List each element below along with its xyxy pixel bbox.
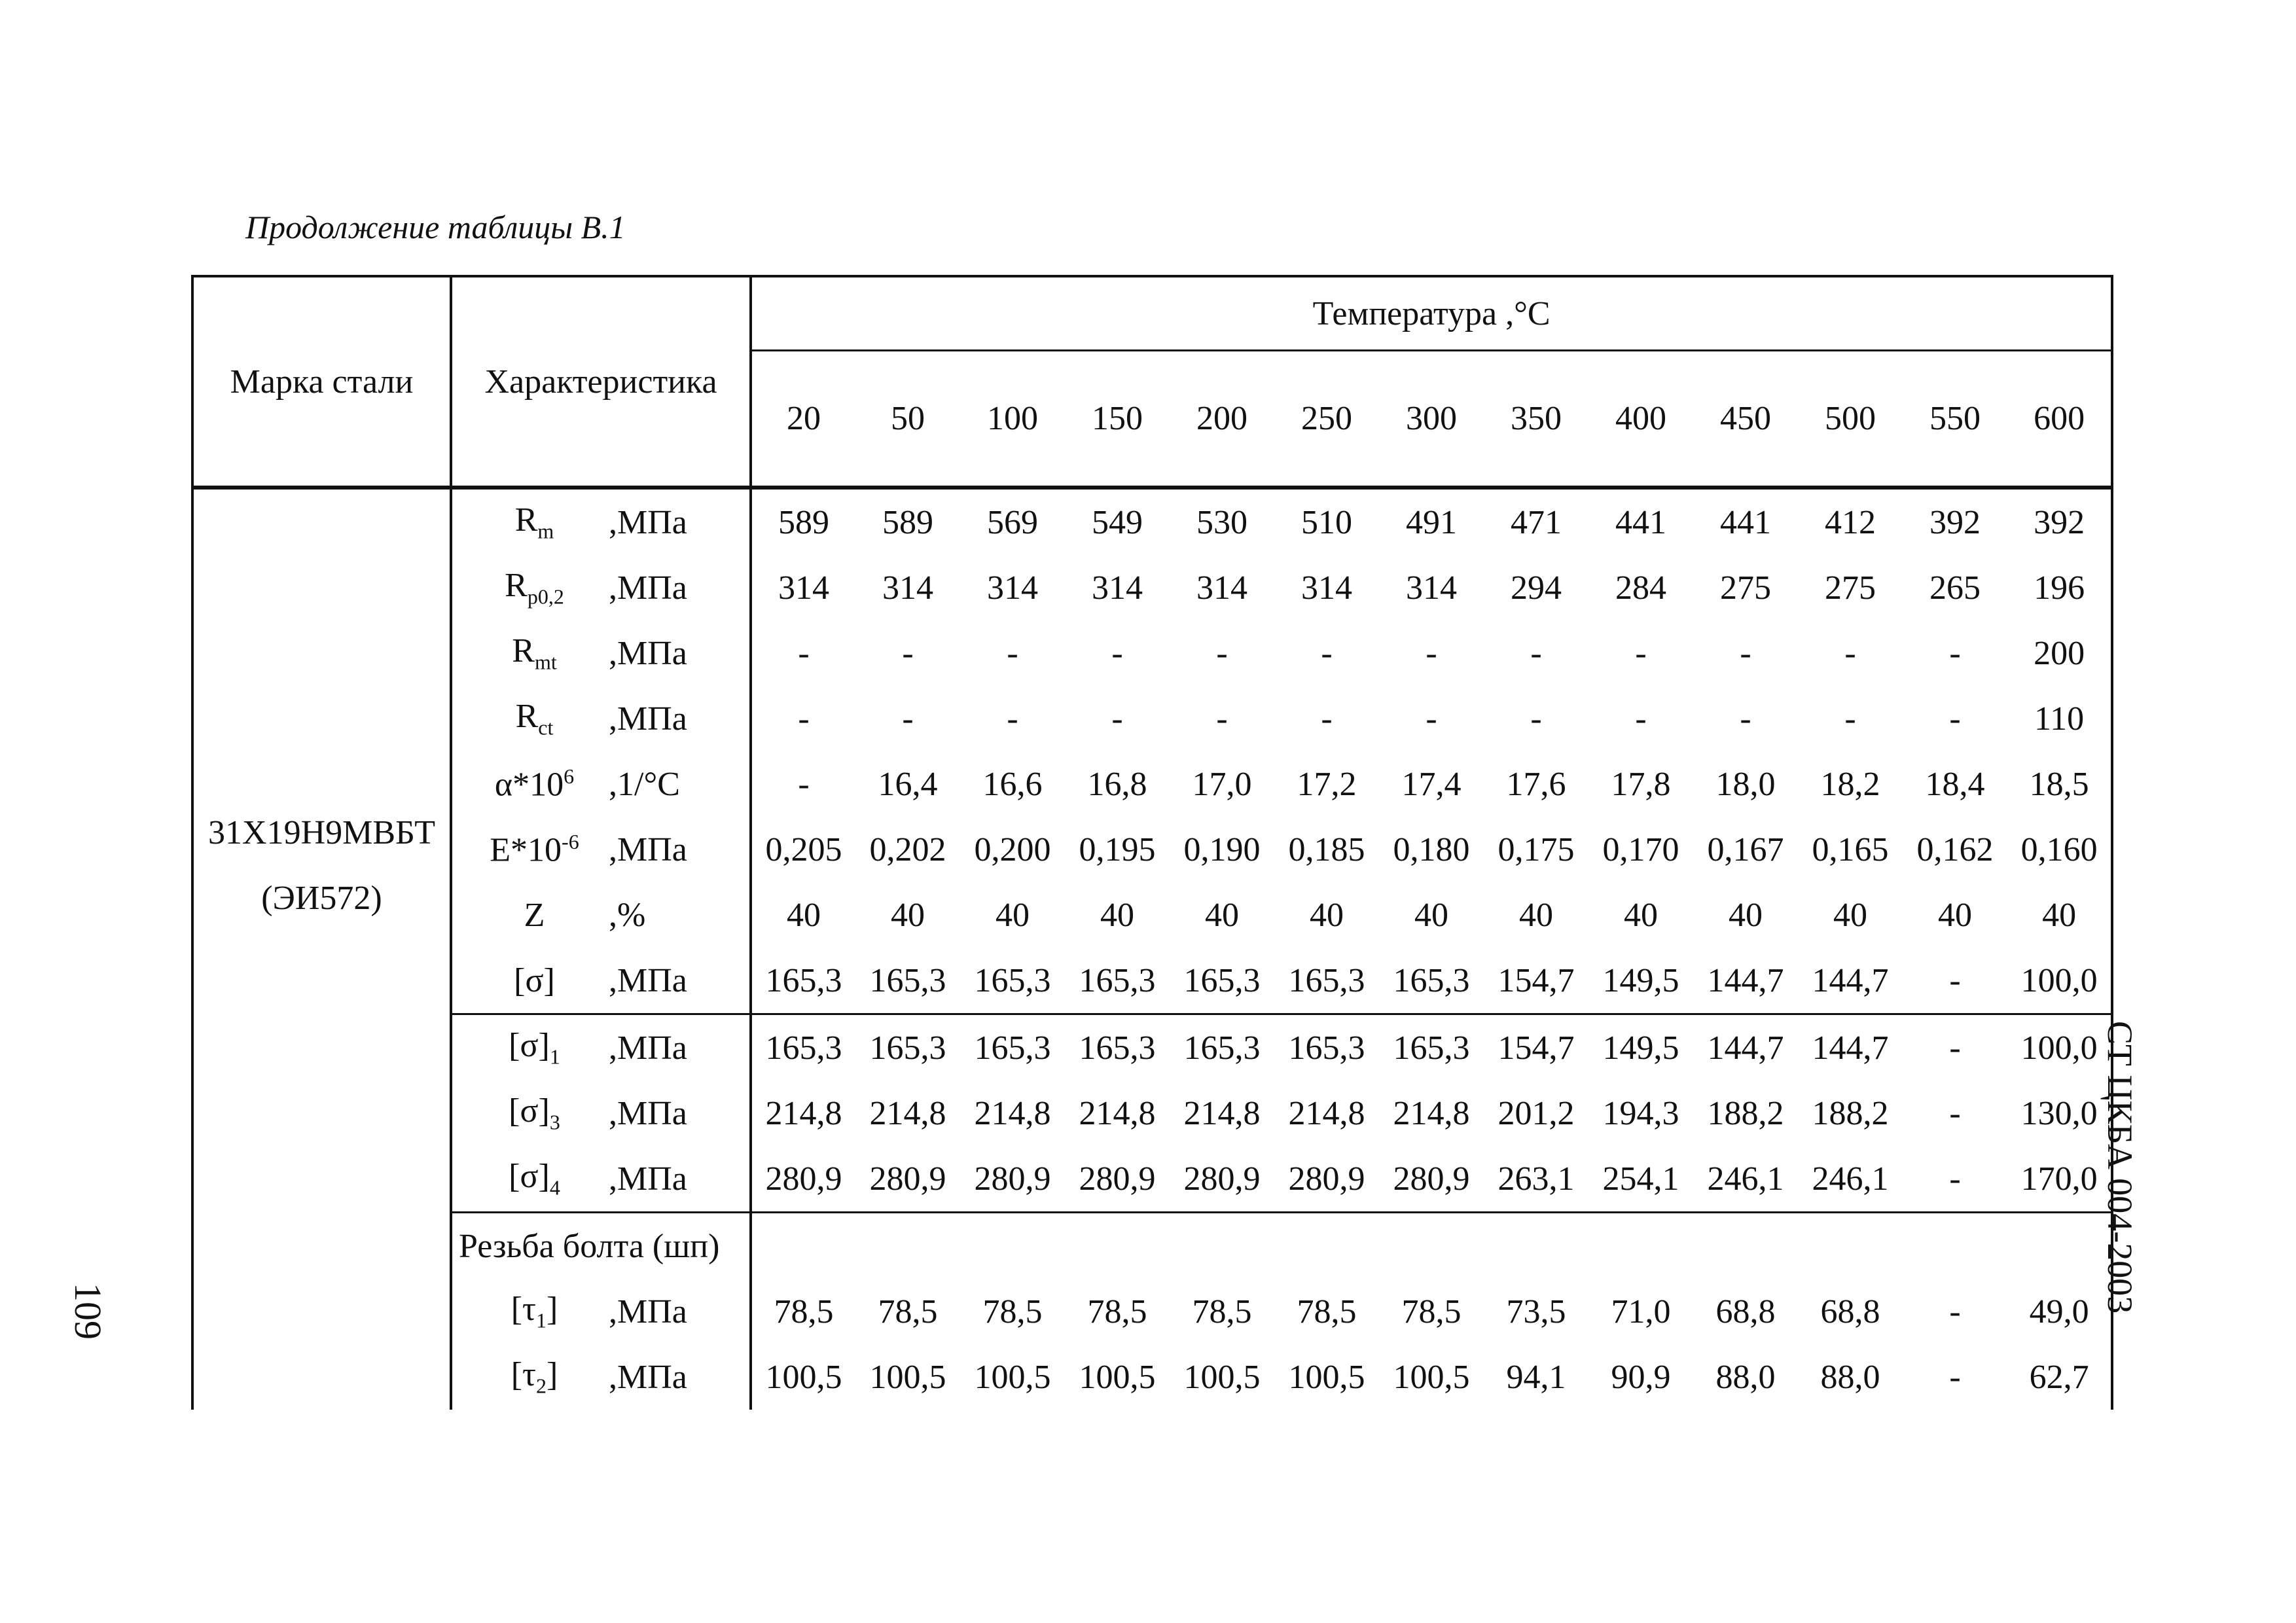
empty-cell — [751, 1213, 855, 1279]
table-row — [192, 1279, 2112, 1344]
value-cell: 280,9 — [855, 1146, 960, 1213]
value-cell: 0,195 — [1079, 830, 1156, 868]
temperature-header-cell: 200 — [1170, 351, 1274, 488]
value-cell: 40 — [891, 896, 925, 934]
value-cell: 49,0 — [2007, 1279, 2112, 1344]
symbol-base: E*10 — [490, 831, 562, 869]
value-cell: 78,5 — [1192, 1293, 1252, 1330]
characteristic-symbol — [451, 1146, 603, 1213]
characteristic-symbol — [451, 1279, 603, 1344]
characteristic-symbol — [451, 948, 603, 1014]
thread-label-row — [192, 1213, 2112, 1279]
value-cell: 165,3 — [1288, 1029, 1365, 1067]
characteristic-unit: ,МПа — [603, 1146, 751, 1213]
temperature-header-cell: 450 — [1693, 351, 1798, 488]
header-characteristic: Характеристика — [451, 276, 751, 488]
value-cell: 18,2 — [1820, 765, 1880, 803]
value-cell: 165,3 — [855, 948, 960, 1014]
characteristic-symbol — [451, 555, 603, 620]
value-cell: 18,4 — [1925, 765, 1985, 803]
characteristic-unit: ,МПа — [603, 488, 751, 555]
table-row — [192, 1014, 2112, 1081]
value-cell: 194,3 — [1602, 1094, 1679, 1132]
value-cell: 16,4 — [878, 765, 938, 803]
characteristic-unit: ,% — [603, 882, 751, 948]
value-cell: 40 — [2007, 882, 2112, 948]
value-cell: - — [1007, 634, 1018, 672]
symbol-base: R — [515, 698, 539, 736]
value-cell: - — [1740, 634, 1751, 672]
characteristic-unit: ,МПа — [603, 948, 751, 1014]
value-cell: 40 — [1100, 896, 1134, 934]
value-cell: 40 — [1310, 896, 1344, 934]
value-cell: 589 — [778, 503, 829, 541]
steel-grade-alt: (ЭИ572) — [261, 880, 382, 917]
value-cell: 569 — [987, 503, 1038, 541]
value-cell: 0,170 — [1602, 830, 1679, 868]
value-cell: 68,8 — [1820, 1293, 1880, 1330]
value-cell: 201,2 — [1498, 1094, 1575, 1132]
value-cell: 100,5 — [869, 1358, 946, 1396]
value-cell: - — [1903, 1146, 2007, 1213]
symbol-superscript: 6 — [564, 764, 575, 788]
table-row — [192, 1080, 2112, 1146]
value-cell: 589 — [882, 503, 933, 541]
value-cell: 130,0 — [2007, 1080, 2112, 1146]
value-cell: - — [902, 634, 914, 672]
characteristic-unit: ,1/°С — [603, 751, 751, 817]
value-cell: 40 — [996, 896, 1030, 934]
table-row — [192, 1146, 2112, 1213]
table-row — [192, 1344, 2112, 1410]
value-cell: 165,3 — [765, 1029, 842, 1067]
characteristic-symbol — [451, 488, 603, 555]
table-row — [192, 817, 2112, 882]
value-cell: 78,5 — [1087, 1293, 1147, 1330]
value-cell: 0,167 — [1707, 830, 1784, 868]
value-cell: - — [1949, 1094, 1961, 1132]
value-cell: 0,200 — [974, 830, 1051, 868]
value-cell: 0,205 — [765, 830, 842, 868]
value-cell: 16,8 — [1087, 765, 1147, 803]
value-cell: 0,190 — [1183, 830, 1261, 868]
value-cell: - — [798, 765, 810, 803]
symbol-base: [σ] — [509, 1158, 550, 1196]
value-cell: 90,9 — [1611, 1358, 1671, 1396]
value-cell: 314 — [1301, 569, 1352, 607]
value-cell: 100,5 — [1183, 1358, 1261, 1396]
value-cell: 549 — [1092, 503, 1143, 541]
symbol-subscript: p0,2 — [527, 584, 564, 609]
value-cell: - — [1426, 700, 1437, 738]
symbol-base: [σ] — [514, 961, 555, 999]
value-cell: - — [1321, 634, 1333, 672]
value-cell: 144,7 — [1693, 948, 1798, 1014]
value-cell: 314 — [882, 569, 933, 607]
value-cell: 40 — [1833, 896, 1867, 934]
value-cell: - — [1111, 700, 1123, 738]
value-cell: 214,8 — [974, 1094, 1051, 1132]
table-row — [192, 620, 2112, 686]
value-cell: 17,2 — [1297, 765, 1357, 803]
temperature-header-cell: 20 — [751, 351, 855, 488]
value-cell: 78,5 — [878, 1293, 938, 1330]
value-cell: 78,5 — [1401, 1293, 1462, 1330]
value-cell: 16,6 — [982, 765, 1043, 803]
properties-table — [191, 275, 2113, 1410]
value-cell: 0,165 — [1812, 830, 1889, 868]
value-cell: 17,4 — [1401, 765, 1462, 803]
value-cell: - — [1949, 1029, 1961, 1067]
symbol-subscript: 3 — [549, 1110, 560, 1134]
symbol-base: Z — [524, 896, 545, 934]
characteristic-unit: ,МПа — [603, 620, 751, 686]
symbol-subscript: 4 — [549, 1175, 560, 1200]
value-cell: 40 — [1938, 896, 1972, 934]
value-cell: 196 — [2007, 555, 2112, 620]
value-cell: 214,8 — [1393, 1094, 1470, 1132]
symbol-base: R — [505, 567, 528, 605]
value-cell: 0,180 — [1393, 830, 1470, 868]
characteristic-unit: ,МПа — [603, 817, 751, 882]
value-cell: - — [1216, 634, 1228, 672]
value-cell: 100,0 — [2007, 948, 2112, 1014]
value-cell: 0,162 — [1916, 830, 1994, 868]
characteristic-symbol — [451, 882, 603, 948]
value-cell: 246,1 — [1693, 1146, 1798, 1213]
table-body — [192, 488, 2112, 1410]
value-cell: 275 — [1720, 569, 1771, 607]
value-cell: - — [1949, 700, 1961, 738]
value-cell: 188,2 — [1812, 1094, 1889, 1132]
value-cell: 40 — [1624, 896, 1658, 934]
value-cell: 94,1 — [1506, 1358, 1566, 1396]
value-cell: 40 — [787, 896, 821, 934]
empty-cell — [960, 1213, 1065, 1279]
temperature-header-cell: 500 — [1798, 351, 1903, 488]
symbol-base: R — [512, 632, 535, 670]
characteristic-symbol — [451, 817, 603, 882]
value-cell: 280,9 — [751, 1146, 855, 1213]
value-cell: - — [798, 700, 810, 738]
value-cell: - — [798, 634, 810, 672]
value-cell: 100,5 — [1288, 1358, 1365, 1396]
value-cell: - — [1635, 700, 1647, 738]
empty-cell — [855, 1213, 960, 1279]
temperature-header-cell: 350 — [1484, 351, 1588, 488]
symbol-close-bracket: ] — [546, 1356, 558, 1394]
characteristic-unit: ,МПа — [603, 686, 751, 751]
value-cell: - — [1844, 634, 1856, 672]
thread-label: Резьба болта (шп) — [451, 1213, 751, 1279]
temperature-header-cell: 600 — [2007, 351, 2112, 488]
value-cell: 530 — [1196, 503, 1247, 541]
value-cell: 100,0 — [2007, 1014, 2112, 1081]
value-cell: - — [1740, 700, 1751, 738]
value-cell: 280,9 — [1274, 1146, 1379, 1213]
value-cell: 144,7 — [1812, 1029, 1889, 1067]
value-cell: 0,160 — [2007, 817, 2112, 882]
value-cell: 200 — [2007, 620, 2112, 686]
empty-cell — [1379, 1213, 1484, 1279]
value-cell: - — [1321, 700, 1333, 738]
value-cell: 78,5 — [774, 1293, 834, 1330]
value-cell: - — [1949, 634, 1961, 672]
empty-cell — [2007, 1213, 2112, 1279]
symbol-subscript: ct — [538, 715, 554, 740]
characteristic-unit: ,МПа — [603, 1279, 751, 1344]
value-cell: 280,9 — [960, 1146, 1065, 1213]
value-cell: 214,8 — [765, 1094, 842, 1132]
steel-grade-text — [194, 490, 450, 931]
value-cell: 154,7 — [1498, 1029, 1575, 1067]
value-cell: 68,8 — [1715, 1293, 1776, 1330]
value-cell: 165,3 — [1170, 948, 1274, 1014]
empty-cell — [1065, 1213, 1170, 1279]
symbol-base: [τ — [511, 1291, 536, 1329]
symbol-subscript: m — [537, 519, 554, 543]
value-cell: 88,0 — [1715, 1358, 1776, 1396]
value-cell: 254,1 — [1588, 1146, 1693, 1213]
value-cell: 149,5 — [1602, 1029, 1679, 1067]
value-cell: 314 — [778, 569, 829, 607]
header-steel-grade: Марка стали — [192, 276, 451, 488]
value-cell: - — [1111, 634, 1123, 672]
value-cell: 78,5 — [982, 1293, 1043, 1330]
value-cell: 17,0 — [1192, 765, 1252, 803]
value-cell: 18,0 — [1715, 765, 1776, 803]
value-cell: 0,202 — [869, 830, 946, 868]
value-cell: 100,5 — [1079, 1358, 1156, 1396]
value-cell: 88,0 — [1820, 1358, 1880, 1396]
value-cell: 18,5 — [2007, 751, 2112, 817]
characteristic-unit: ,МПа — [603, 1344, 751, 1410]
value-cell: 214,8 — [869, 1094, 946, 1132]
value-cell: 214,8 — [1183, 1094, 1261, 1132]
value-cell: 62,7 — [2007, 1344, 2112, 1410]
symbol-close-bracket: ] — [546, 1291, 558, 1329]
value-cell: 100,5 — [1393, 1358, 1470, 1396]
empty-cell — [1798, 1213, 1903, 1279]
empty-cell — [1693, 1213, 1798, 1279]
characteristic-unit: ,МПа — [603, 1014, 751, 1081]
table-row — [192, 555, 2112, 620]
value-cell: 144,7 — [1798, 948, 1903, 1014]
value-cell: 154,7 — [1484, 948, 1588, 1014]
value-cell: 40 — [1205, 896, 1239, 934]
value-cell: 165,3 — [869, 1029, 946, 1067]
empty-cell — [1170, 1213, 1274, 1279]
value-cell: 214,8 — [1288, 1094, 1365, 1132]
value-cell: 280,9 — [1170, 1146, 1274, 1213]
symbol-subscript: 1 — [535, 1308, 547, 1332]
value-cell: 0,185 — [1288, 830, 1365, 868]
value-cell: 314 — [1196, 569, 1247, 607]
value-cell: 100,5 — [765, 1358, 842, 1396]
empty-cell — [1588, 1213, 1693, 1279]
temperature-header-cell: 50 — [855, 351, 960, 488]
value-cell: 17,8 — [1611, 765, 1671, 803]
value-cell: 246,1 — [1798, 1146, 1903, 1213]
table-row — [192, 488, 2112, 555]
value-cell: 170,0 — [2007, 1146, 2112, 1213]
value-cell: - — [1007, 700, 1018, 738]
value-cell: 165,3 — [1183, 1029, 1261, 1067]
characteristic-symbol — [451, 1014, 603, 1081]
symbol-base: R — [514, 501, 538, 539]
symbol-subscript: mt — [534, 650, 557, 674]
document-code: СТ ЦКБА 004-2003 — [2100, 1021, 2140, 1314]
empty-cell — [1484, 1213, 1588, 1279]
characteristic-unit: ,МПа — [603, 555, 751, 620]
temperature-header-cell: 250 — [1274, 351, 1379, 488]
value-cell: - — [1635, 634, 1647, 672]
value-cell: 314 — [987, 569, 1038, 607]
value-cell: - — [1216, 700, 1228, 738]
value-cell: 284 — [1615, 569, 1666, 607]
value-cell: 165,3 — [1379, 948, 1484, 1014]
temperature-header-cell: 150 — [1065, 351, 1170, 488]
symbol-base: α*10 — [494, 766, 564, 804]
symbol-superscript: -6 — [562, 829, 579, 853]
header-temperature: Температура ,°С — [751, 276, 2112, 351]
value-cell: 491 — [1406, 503, 1457, 541]
table-row — [192, 751, 2112, 817]
value-cell: - — [1903, 948, 2007, 1014]
value-cell: - — [1949, 1293, 1961, 1330]
value-cell: 78,5 — [1297, 1293, 1357, 1330]
table-row — [192, 948, 2112, 1014]
value-cell: 0,175 — [1498, 830, 1575, 868]
page-number: 109 — [67, 1283, 109, 1340]
value-cell: 280,9 — [1065, 1146, 1170, 1213]
properties-table-wrapper — [191, 275, 2111, 1410]
value-cell: 188,2 — [1707, 1094, 1784, 1132]
value-cell: 40 — [1729, 896, 1763, 934]
characteristic-unit: ,МПа — [603, 1080, 751, 1146]
value-cell: 40 — [1414, 896, 1448, 934]
symbol-base: [σ] — [509, 1092, 550, 1130]
symbol-subscript: 2 — [535, 1374, 547, 1398]
value-cell: 165,3 — [960, 948, 1065, 1014]
value-cell: 100,5 — [974, 1358, 1051, 1396]
symbol-subscript: 1 — [549, 1044, 560, 1069]
value-cell: 441 — [1615, 503, 1666, 541]
value-cell: 165,3 — [1393, 1029, 1470, 1067]
value-cell: 165,3 — [1065, 948, 1170, 1014]
value-cell: - — [902, 700, 914, 738]
table-row — [192, 686, 2112, 751]
characteristic-symbol — [451, 686, 603, 751]
temperature-header-cell: 400 — [1588, 351, 1693, 488]
value-cell: - — [1426, 634, 1437, 672]
value-cell: 144,7 — [1707, 1029, 1784, 1067]
temperature-header-cell: 550 — [1903, 351, 2007, 488]
value-cell: - — [1530, 700, 1542, 738]
value-cell: 17,6 — [1506, 765, 1566, 803]
empty-cell — [1903, 1213, 2007, 1279]
value-cell: 280,9 — [1379, 1146, 1484, 1213]
steel-grade-name: 31Х19Н9МВБТ — [208, 814, 435, 851]
value-cell: 149,5 — [1588, 948, 1693, 1014]
value-cell: 314 — [1406, 569, 1457, 607]
value-cell: 314 — [1092, 569, 1143, 607]
value-cell: - — [1530, 634, 1542, 672]
characteristic-symbol — [451, 620, 603, 686]
value-cell: 510 — [1301, 503, 1352, 541]
value-cell: 165,3 — [974, 1029, 1051, 1067]
symbol-base: [σ] — [509, 1027, 550, 1065]
value-cell: 110 — [2007, 686, 2112, 751]
temperature-header-cell: 100 — [960, 351, 1065, 488]
steel-grade-cell — [192, 488, 451, 1410]
empty-cell — [1274, 1213, 1379, 1279]
value-cell: 71,0 — [1611, 1293, 1671, 1330]
value-cell: 165,3 — [1274, 948, 1379, 1014]
value-cell: 214,8 — [1079, 1094, 1156, 1132]
value-cell: 265 — [1929, 569, 1981, 607]
value-cell: 392 — [1929, 503, 1981, 541]
value-cell: 412 — [1825, 503, 1876, 541]
value-cell: - — [1949, 1358, 1961, 1396]
value-cell: 441 — [1720, 503, 1771, 541]
value-cell: 73,5 — [1506, 1293, 1566, 1330]
value-cell: 294 — [1511, 569, 1562, 607]
value-cell: 392 — [2007, 488, 2112, 555]
table-caption: Продолжение таблицы В.1 — [245, 209, 626, 245]
value-cell: 40 — [1519, 896, 1553, 934]
table-row — [192, 882, 2112, 948]
value-cell: 165,3 — [751, 948, 855, 1014]
value-cell: 263,1 — [1484, 1146, 1588, 1213]
value-cell: 471 — [1511, 503, 1562, 541]
value-cell: 275 — [1825, 569, 1876, 607]
symbol-base: [τ — [511, 1356, 536, 1394]
value-cell: 165,3 — [1079, 1029, 1156, 1067]
characteristic-symbol — [451, 1080, 603, 1146]
value-cell: - — [1844, 700, 1856, 738]
characteristic-symbol — [451, 751, 603, 817]
characteristic-symbol — [451, 1344, 603, 1410]
temperature-header-cell: 300 — [1379, 351, 1484, 488]
